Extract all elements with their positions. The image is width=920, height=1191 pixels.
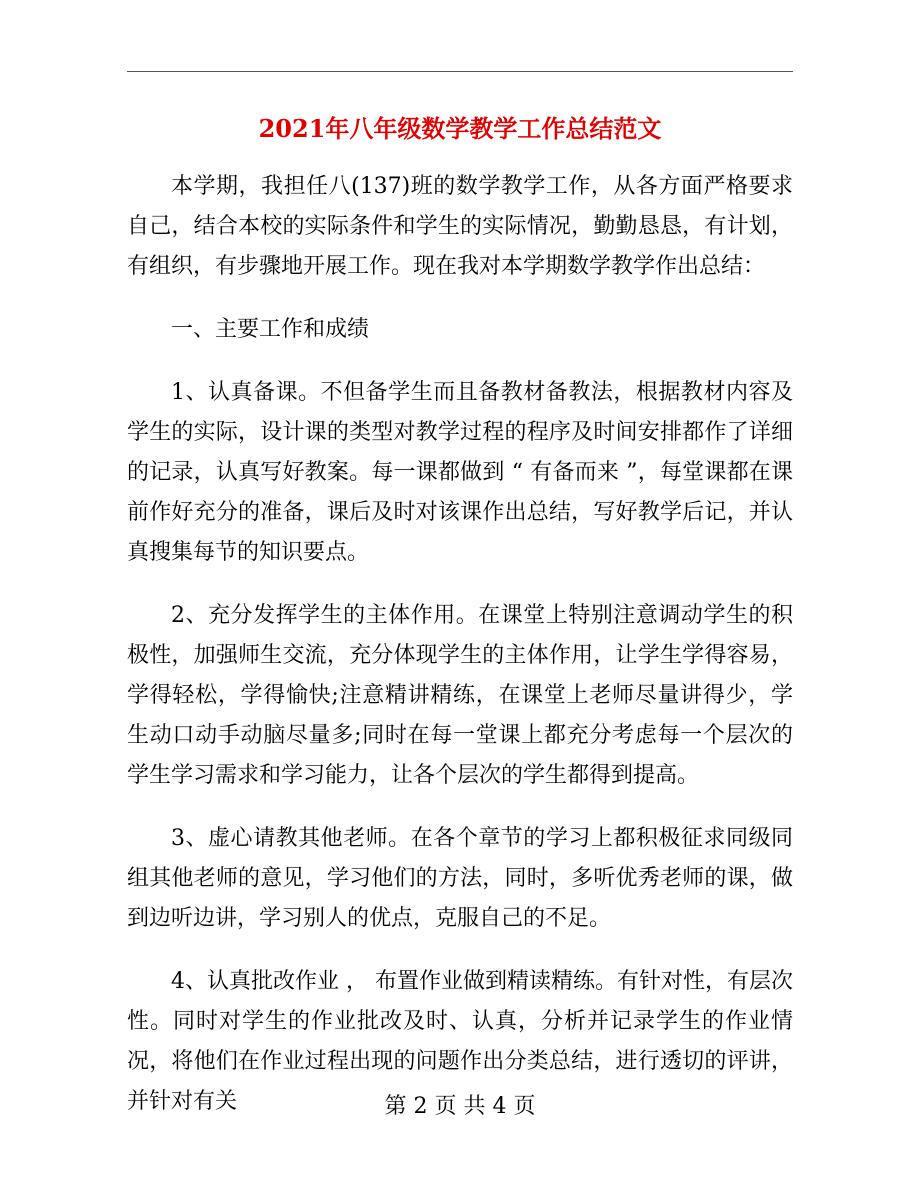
header-rule — [127, 71, 793, 72]
paragraph-item-1: 1、认真备课。不但备学生而且备教材备教法，根据教材内容及学生的实际，设计课的类型对教学过程的程序及时间安排都作了详细的记录，认真写好教案。每一课都做到 “ 有备而来 ”，每堂课都在课前作好充分的准备，课后及时对该课作出总结，写好教学后记，并认真搜集每节的知识要点。 — [127, 380, 793, 565]
document-title: 2021年八年级数学教学工作总结范文 — [258, 114, 662, 143]
paragraph-item-4: 4、认真批改作业 ， 布置作业做到精读精练。有针对性，有层次性。同时对学生的作业批改及时、认真，分析并记录学生的作业情况，将他们在作业过程出现的问题作出分类总结，进行透切的评讲，并针对有关 — [127, 969, 793, 1114]
page-number-footer: 第 2 页 共 4 页 — [384, 1094, 536, 1119]
section-heading: 一、主要工作和成绩 — [171, 317, 370, 342]
paragraph-intro: 本学期，我担任八(137)班的数学教学工作，从各方面严格要求自己，结合本校的实际条件和学生的实际情况，勤勤恳恳，有计划，有组织，有步骤地开展工作。现在我对本学期数学教学作出总结： — [127, 174, 793, 279]
paragraph-item-2: 2、充分发挥学生的主体作用。在课堂上特别注意调动学生的积极性，加强师生交流，充分体现学生的主体作用，让学生学得容易，学得轻松，学得愉快;注意精讲精练，在课堂上老师尽量讲得少，学生动口动手动脑尽量多;同时在每一堂课上都充分考虑每一个层次的学生学习需求和学习能力，让各个层次的学生都得到提高。 — [127, 603, 793, 788]
document-body — [127, 167, 793, 1145]
paragraph-item-3: 3、虚心请教其他老师。在各个章节的学习上都积极征求同级同组其他老师的意见，学习他们的方法，同时，多听优秀老师的课，做到边听边讲，学习别人的优点，克服自己的不足。 — [127, 826, 793, 931]
